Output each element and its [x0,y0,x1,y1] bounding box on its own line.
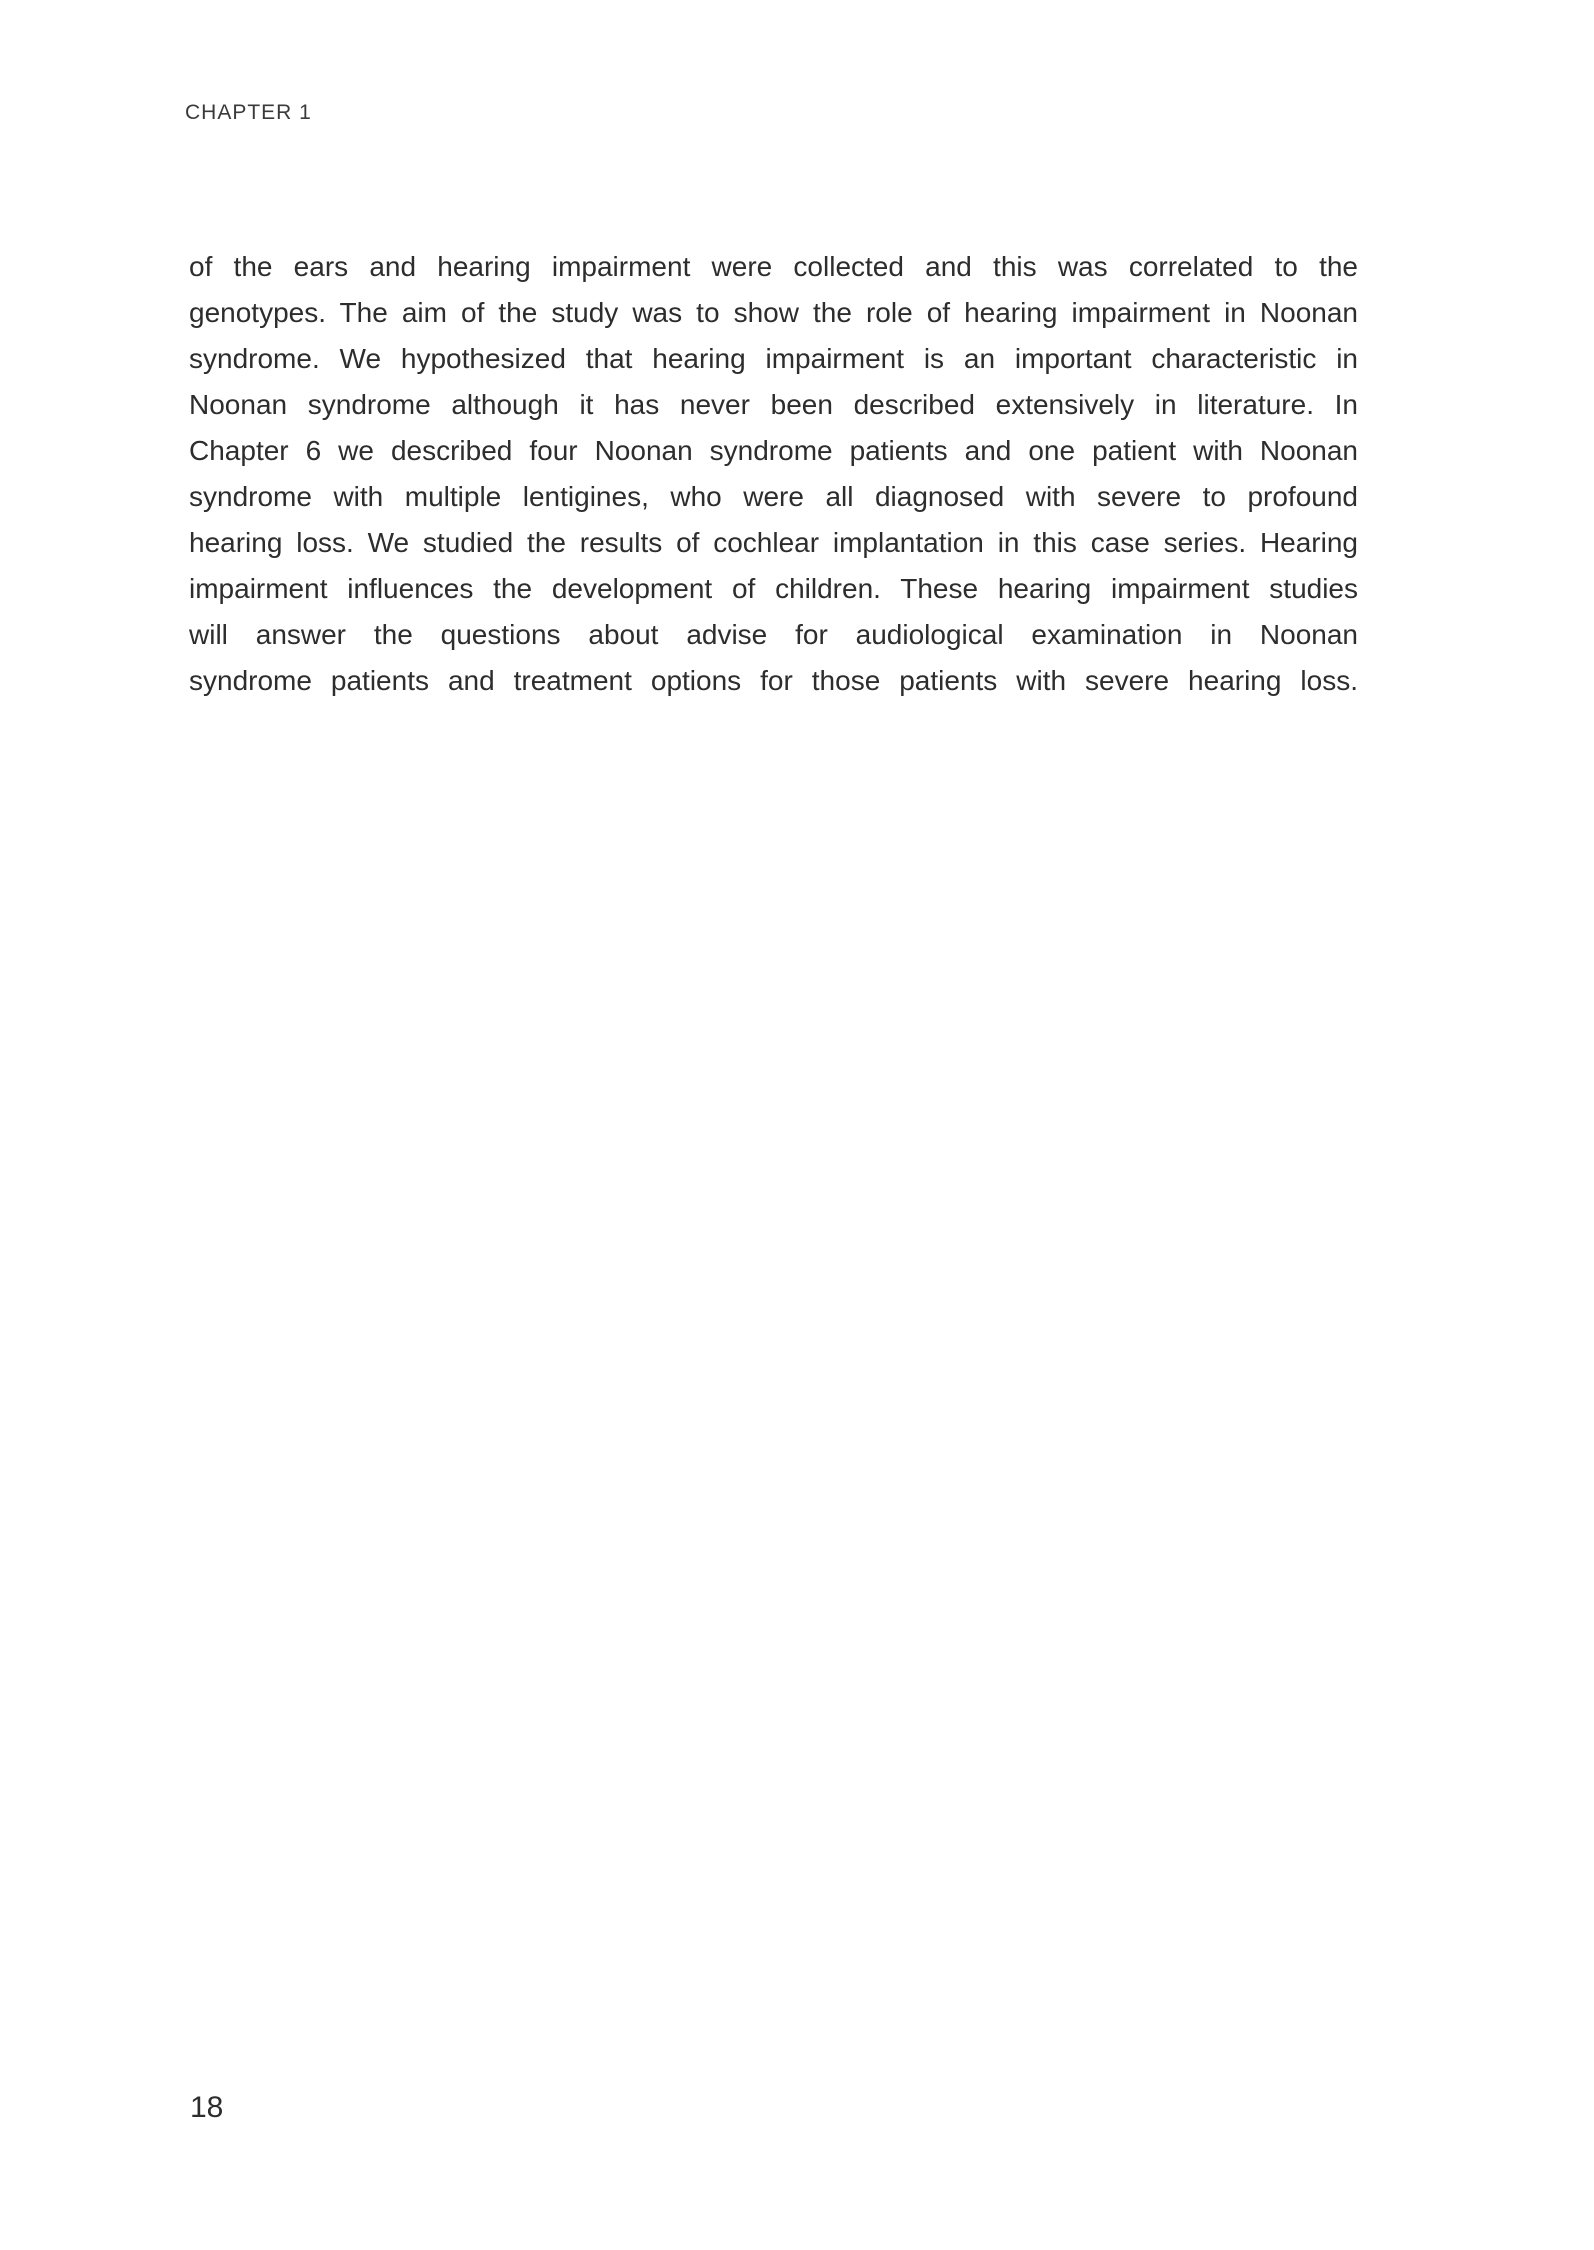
body-paragraph [189,244,1358,704]
page-number: 18 [190,2091,224,2124]
paragraph-line: genotypes. The aim of the study was to show the role of hearing impairment in Noonan [189,297,1358,328]
paragraph-line: syndrome with multiple lentigines, who were all diagnosed with severe to profound [189,481,1358,512]
paragraph-line: syndrome patients and treatment options for those patients with severe hearing loss. [189,665,1358,696]
paragraph-line: Noonan syndrome although it has never been described extensively in literature. In [189,389,1358,420]
paragraph-line: syndrome. We hypothesized that hearing impairment is an important characteristic in [189,343,1358,374]
paragraph-line: hearing loss. We studied the results of cochlear implantation in this case series. Hearing [189,527,1358,558]
paragraph-line: Chapter 6 we described four Noonan syndrome patients and one patient with Noonan [189,435,1358,466]
paragraph-line: of the ears and hearing impairment were collected and this was correlated to the [189,251,1358,282]
chapter-header: CHAPTER 1 [185,101,312,124]
paragraph-line: will answer the questions about advise for audiological examination in Noonan [189,619,1358,650]
paragraph-line: impairment influences the development of children. These hearing impairment studies [189,573,1358,604]
